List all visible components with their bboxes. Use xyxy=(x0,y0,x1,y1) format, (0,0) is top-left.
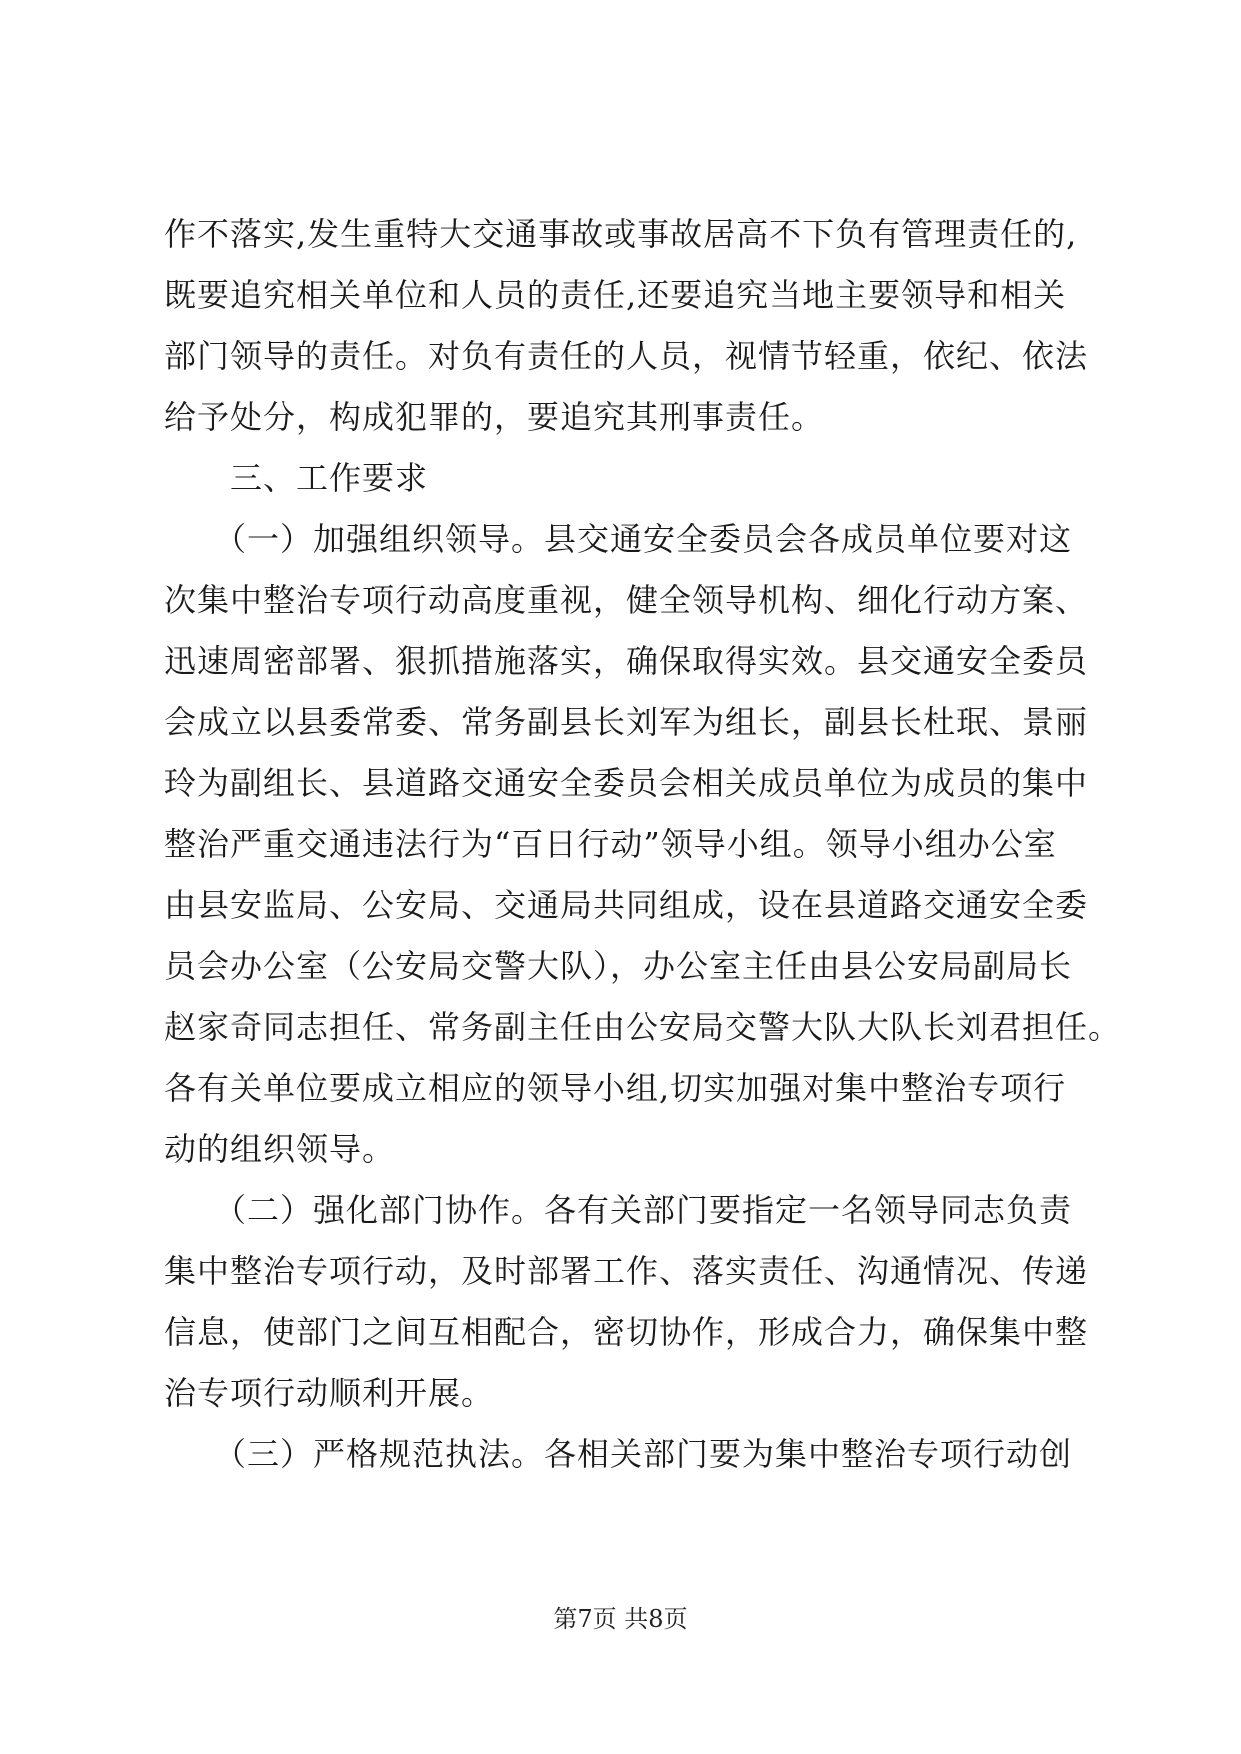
text-line: 由县安监局、公安局、交通局共同组成，设在县道路交通安全委 xyxy=(164,886,1089,924)
text-line: 集中整治专项行动，及时部署工作、落实责任、沟通情况、传递 xyxy=(164,1252,1089,1290)
section-heading: 三、工作要求 xyxy=(164,459,429,497)
text-line: 赵家奇同志担任、常务副主任由公安局交警大队大队长刘君担任。 xyxy=(164,1008,1122,1046)
text-line: 治专项行动顺利开展。 xyxy=(164,1374,495,1412)
text-line: 玲为副组长、县道路交通安全委员会相关成员单位为成员的集中 xyxy=(164,764,1089,802)
text-line: 作不落实,发生重特大交通事故或事故居高不下负有管理责任的, xyxy=(164,215,1078,253)
document-body xyxy=(164,204,1122,1485)
text-line: 整治严重交通违法行为“百日行动”领导小组。领导小组办公室 xyxy=(164,825,1057,863)
text-line: 员会办公室（公安局交警大队），办公室主任由县公安局副局长 xyxy=(164,947,1073,985)
text-line: 迅速周密部署、狠抓措施落实，确保取得实效。县交通安全委员 xyxy=(164,642,1089,680)
text-line: （二）强化部门协作。各有关部门要指定一名领导同志负责 xyxy=(164,1191,1073,1229)
text-line: （一）加强组织领导。县交通安全委员会各成员单位要对这 xyxy=(164,520,1073,558)
text-line: 信息，使部门之间互相配合，密切协作，形成合力，确保集中整 xyxy=(164,1313,1089,1351)
text-line: （三）严格规范执法。各相关部门要为集中整治专项行动创 xyxy=(164,1435,1073,1473)
text-line: 部门领导的责任。对负有责任的人员，视情节轻重，依纪、依法 xyxy=(164,337,1089,375)
text-line: 会成立以县委常委、常务副县长刘军为组长，副县长杜珉、景丽 xyxy=(164,703,1089,741)
text-line: 动的组织领导。 xyxy=(164,1130,396,1168)
text-line: 次集中整治专项行动高度重视，健全领导机构、细化行动方案、 xyxy=(164,581,1089,619)
text-line: 给予处分，构成犯罪的，要追究其刑事责任。 xyxy=(164,398,825,436)
page-number-footer: 第7页 共8页 xyxy=(553,1605,688,1633)
text-line: 各有关单位要成立相应的领导小组,切实加强对集中整治专项行 xyxy=(164,1069,1067,1107)
text-line: 既要追究相关单位和人员的责任,还要追究当地主要领导和相关 xyxy=(164,276,1067,314)
